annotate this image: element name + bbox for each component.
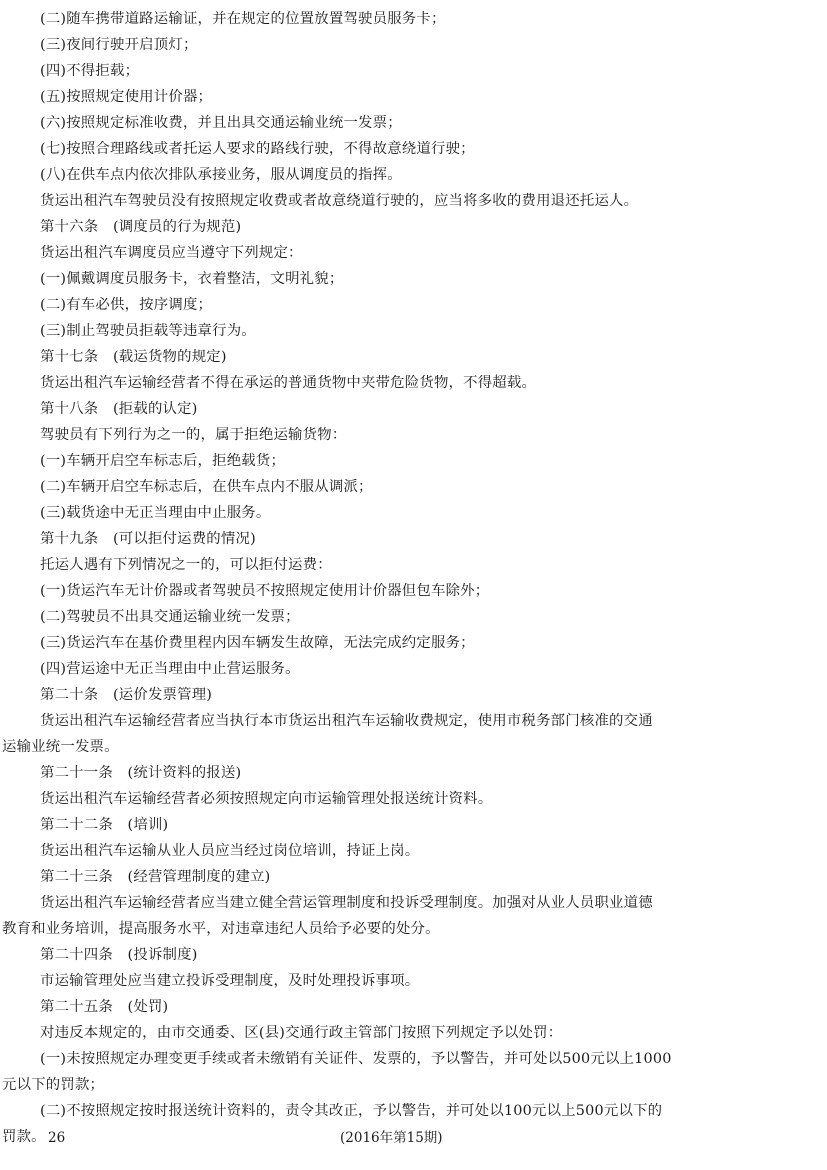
text-line: (一)佩戴调度员服务卡，衣着整洁，文明礼貌； bbox=[40, 271, 344, 287]
text-line: 驾驶员有下列行为之一的，属于拒绝运输货物： bbox=[40, 427, 347, 443]
text-line: 第二十二条 (培训) bbox=[40, 817, 169, 833]
text-line: 对违反本规定的，由市交通委、区(县)交通行政主管部门按照下列规定予以处罚： bbox=[40, 1025, 563, 1041]
text-line: (三)夜间行驶开启顶灯； bbox=[40, 37, 198, 53]
text-line: (二)随车携带道路运输证，并在规定的位置放置驾驶员服务卡； bbox=[40, 11, 446, 27]
text-line: 托运人遇有下列情况之一的，可以拒付运费： bbox=[40, 557, 332, 573]
text-line: (一)未按照规定办理变更手续或者未缴销有关证件、发票的，予以警告，并可处以500元以上1000 bbox=[40, 1051, 672, 1067]
page-footer bbox=[0, 1126, 827, 1150]
text-line: 第二十四条 (投诉制度) bbox=[40, 947, 198, 963]
text-line: 货运出租汽车运输经营者不得在承运的普通货物中夹带危险货物，不得超载。 bbox=[40, 375, 537, 391]
text-line: 市运输管理处应当建立投诉受理制度，及时处理投诉事项。 bbox=[40, 973, 420, 989]
text-line: (七)按照合理路线或者托运人要求的路线行驶，不得故意绕道行驶； bbox=[40, 141, 475, 157]
text-line: 元以下的罚款； bbox=[2, 1077, 105, 1093]
text-line: 第二十条 (运价发票管理) bbox=[40, 687, 213, 703]
text-line: 第十六条 (调度员的行为规范) bbox=[40, 219, 242, 235]
text-line: (二)驾驶员不出具交通运输业统一发票； bbox=[40, 609, 300, 625]
text-line: (四)不得拒载； bbox=[40, 63, 140, 79]
text-line: 罚款。 bbox=[2, 1129, 46, 1145]
text-line: 货运出租汽车运输经营者应当执行本市货运出租汽车运输收费规定，使用市税务部门核准的交通 bbox=[40, 713, 653, 729]
text-line: (一)车辆开启空车标志后，拒绝载货； bbox=[40, 453, 286, 469]
text-line: (三)货运汽车在基价费里程内因车辆发生故障，无法完成约定服务； bbox=[40, 635, 475, 651]
text-line: 货运出租汽车运输经营者必须按照规定向市运输管理处报送统计资料。 bbox=[40, 791, 493, 807]
text-line: (三)制止驾驶员拒载等违章行为。 bbox=[40, 323, 256, 339]
text-line: (六)按照规定标准收费，并且出具交通运输业统一发票； bbox=[40, 115, 402, 131]
issue-label: (2016年第15期) bbox=[340, 1130, 443, 1146]
text-line: (三)载货途中无正当理由中止服务。 bbox=[40, 505, 271, 521]
text-line: 货运出租汽车调度员应当遵守下列规定： bbox=[40, 245, 303, 261]
text-line: (二)有车必供，按序调度； bbox=[40, 297, 213, 313]
text-line: (五)按照规定使用计价器； bbox=[40, 89, 213, 105]
text-line: 货运出租汽车驾驶员没有按照规定收费或者故意绕道行驶的，应当将多收的费用退还托运人。 bbox=[40, 193, 639, 209]
text-line: (四)营运途中无正当理由中止营运服务。 bbox=[40, 661, 300, 677]
text-line: (二)不按照规定按时报送统计资料的，责令其改正，予以警告，并可处以100元以上500元以下的 bbox=[40, 1103, 663, 1119]
text-line: 教育和业务培训，提高服务水平，对违章违纪人员给予必要的处分。 bbox=[2, 921, 440, 937]
page-number: 26 bbox=[48, 1130, 66, 1146]
text-line: (二)车辆开启空车标志后，在供车点内不服从调派； bbox=[40, 479, 373, 495]
text-line: 货运出租汽车运输从业人员应当经过岗位培训，持证上岗。 bbox=[40, 843, 420, 859]
text-line: 运输业统一发票。 bbox=[2, 739, 119, 755]
text-line: (八)在供车点内依次排队承接业务，服从调度员的指挥。 bbox=[40, 167, 402, 183]
text-line: 第二十五条 (处罚) bbox=[40, 999, 169, 1015]
text-line: 第十九条 (可以拒付运费的情况) bbox=[40, 531, 256, 547]
text-line: 货运出租汽车运输经营者应当建立健全营运管理制度和投诉受理制度。加强对从业人员职业道德 bbox=[40, 895, 653, 911]
text-line: 第十七条 (载运货物的规定) bbox=[40, 349, 227, 365]
text-line: 第十八条 (拒载的认定) bbox=[40, 401, 198, 417]
text-line: 第二十一条 (统计资料的报送) bbox=[40, 765, 242, 781]
text-line: (一)货运汽车无计价器或者驾驶员不按照规定使用计价器但包车除外； bbox=[40, 583, 490, 599]
text-line: 第二十三条 (经营管理制度的建立) bbox=[40, 869, 271, 885]
document-body bbox=[2, 6, 790, 1150]
